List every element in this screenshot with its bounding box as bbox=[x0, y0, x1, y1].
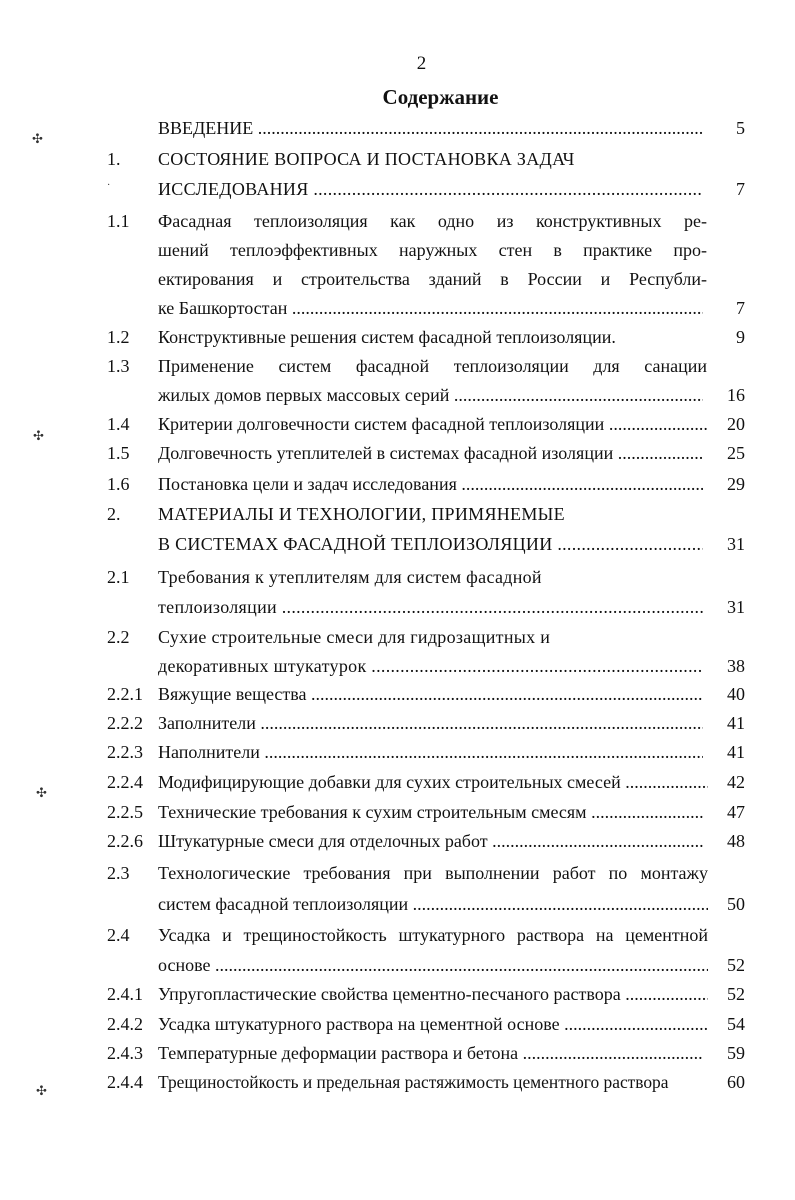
toc-entry-text: Долговечность утеплителей в системах фасадной изоляции ..... bbox=[158, 442, 703, 464]
toc-entry-text: ИССЛЕДОВАНИЯ ..... bbox=[158, 178, 703, 200]
toc-entry-page: 60 bbox=[727, 1072, 745, 1092]
toc-entry-text: Технологические требования при выполнении работ по монтажу bbox=[158, 863, 708, 883]
toc-entry-number: 2.2.6 bbox=[107, 831, 143, 851]
toc-entry-number: 2.4.1 bbox=[107, 984, 143, 1004]
scan-artifact-mark: ✣ bbox=[36, 785, 47, 800]
toc-entry-text: Трещиностойкость и предельная растяжимость цементного раствора bbox=[158, 1072, 669, 1092]
toc-entry-number: 2.2 bbox=[107, 627, 130, 647]
toc-entry-text: основе ..... bbox=[158, 954, 708, 976]
scan-artifact-mark: ✣ bbox=[32, 131, 43, 146]
toc-entry-number: 2.1 bbox=[107, 567, 130, 587]
toc-entry-page: 31 bbox=[727, 534, 745, 554]
toc-entry-number: 2.4.4 bbox=[107, 1072, 143, 1092]
toc-entry-page: 52 bbox=[727, 984, 745, 1004]
toc-entry-number: 2. bbox=[107, 504, 121, 524]
scan-artifact-mark: ✣ bbox=[36, 1083, 47, 1098]
scan-artifact-mark: ✣ bbox=[33, 428, 44, 443]
toc-entry-page: 7 bbox=[736, 179, 745, 199]
toc-entry-page: 5 bbox=[736, 118, 745, 138]
toc-entry-text: Фасадная теплоизоляция как одно из конструктивных ре- bbox=[158, 211, 707, 231]
toc-entry-text: шений теплоэффективных наружных стен в практике про- bbox=[158, 240, 707, 260]
toc-entry-text: В СИСТЕМАХ ФАСАДНОЙ ТЕПЛОИЗОЛЯЦИИ ..... bbox=[158, 533, 703, 555]
toc-entry-page: 9 bbox=[736, 327, 745, 347]
toc-entry-text: Усадка штукатурного раствора на цементной основе ..... bbox=[158, 1013, 708, 1035]
toc-entry-number: 1.3 bbox=[107, 356, 130, 376]
toc-entry-number: 2.3 bbox=[107, 863, 130, 883]
toc-entry-number: 2.2.5 bbox=[107, 802, 143, 822]
toc-entry-text: жилых домов первых массовых серий ..... bbox=[158, 384, 703, 406]
toc-entry-number: 1.6 bbox=[107, 474, 130, 494]
toc-entry-number: 2.4.2 bbox=[107, 1014, 143, 1034]
toc-entry-text: Постановка цели и задач исследования ..... bbox=[158, 473, 703, 495]
toc-entry-text: Требования к утеплителям для систем фасадной bbox=[158, 567, 542, 587]
toc-entry-text: декоративных штукатурок ..... bbox=[158, 655, 703, 677]
toc-entry-text: Технические требования к сухим строительным смесям ..... bbox=[158, 801, 703, 823]
toc-entry-page: 50 bbox=[727, 894, 745, 914]
toc-entry-text: СОСТОЯНИЕ ВОПРОСА И ПОСТАНОВКА ЗАДАЧ bbox=[158, 149, 575, 169]
toc-entry-number: 2.2.4 bbox=[107, 772, 143, 792]
toc-entry-text: Применение систем фасадной теплоизоляции для санации bbox=[158, 356, 707, 376]
toc-entry-page: 54 bbox=[727, 1014, 745, 1034]
toc-entry-page: 59 bbox=[727, 1043, 745, 1063]
toc-entry-text: Конструктивные решения систем фасадной теплоизоляции. bbox=[158, 327, 616, 347]
toc-entry-page: 41 bbox=[727, 742, 745, 762]
page-number: 2 bbox=[416, 53, 427, 74]
toc-entry-text: Вяжущие вещества ..... bbox=[158, 683, 703, 705]
toc-entry-page: 20 bbox=[727, 414, 745, 434]
toc-entry-number: 2.2.1 bbox=[107, 684, 143, 704]
toc-entry-page: 41 bbox=[727, 713, 745, 733]
toc-entry-number: 1.1 bbox=[107, 211, 130, 231]
toc-entry-page: 42 bbox=[727, 772, 745, 792]
toc-entry-text: ектирования и строительства зданий в России и Республи- bbox=[158, 269, 707, 289]
toc-entry-number: 2.4 bbox=[107, 925, 130, 945]
toc-entry-text: Усадка и трещиностойкость штукатурного раствора на цементной bbox=[158, 925, 708, 945]
toc-entry-page: 31 bbox=[727, 597, 745, 617]
toc-entry-text: Критерии долговечности систем фасадной теплоизоляции ..... bbox=[158, 413, 708, 435]
toc-entry-number: 1.5 bbox=[107, 443, 130, 463]
page-title: Содержание bbox=[382, 85, 499, 109]
toc-entry-number: 1.2 bbox=[107, 327, 130, 347]
toc-entry-text: Сухие строительные смеси для гидрозащитных и bbox=[158, 627, 551, 647]
toc-entry-page: 29 bbox=[727, 474, 745, 494]
toc-entry-number: 2.2.3 bbox=[107, 742, 143, 762]
toc-entry-page: 47 bbox=[727, 802, 745, 822]
toc-entry-text: Штукатурные смеси для отделочных работ ..... bbox=[158, 830, 703, 852]
toc-entry-text: МАТЕРИАЛЫ И ТЕХНОЛОГИИ, ПРИМЯНЕМЫЕ bbox=[158, 504, 565, 524]
toc-entry-number: 2.4.3 bbox=[107, 1043, 143, 1063]
toc-entry-number: 1.4 bbox=[107, 414, 130, 434]
toc-entry-page: 48 bbox=[727, 831, 745, 851]
toc-entry-page: 25 bbox=[727, 443, 745, 463]
toc-entry-text: ВВЕДЕНИЕ ..... bbox=[158, 117, 703, 139]
toc-entry-text: систем фасадной теплоизоляции ..... bbox=[158, 893, 708, 915]
toc-entry-page: 40 bbox=[727, 684, 745, 704]
toc-entry-text: Модифицирующие добавки для сухих строительных смесей ..... bbox=[158, 771, 708, 793]
toc-entry-number: 2.2.2 bbox=[107, 713, 143, 733]
scan-artifact-dot: · bbox=[107, 180, 111, 191]
toc-entry-page: 16 bbox=[727, 385, 745, 405]
toc-entry-number: 1. bbox=[107, 149, 121, 169]
toc-entry-page: 52 bbox=[727, 955, 745, 975]
toc-entry-text: Упругопластические свойства цементно-песчаного раствора ..... bbox=[158, 983, 708, 1005]
toc-entry-text: Заполнители ..... bbox=[158, 712, 703, 734]
toc-entry-text: Наполнители ..... bbox=[158, 741, 703, 763]
toc-entry-text: Температурные деформации раствора и бетона ..... bbox=[158, 1042, 703, 1064]
toc-entry-page: 38 bbox=[727, 656, 745, 676]
toc-entry-text: теплоизоляции ..... bbox=[158, 596, 703, 618]
toc-entry-page: 7 bbox=[736, 298, 745, 318]
toc-entry-text: ке Башкортостан ..... bbox=[158, 297, 703, 319]
